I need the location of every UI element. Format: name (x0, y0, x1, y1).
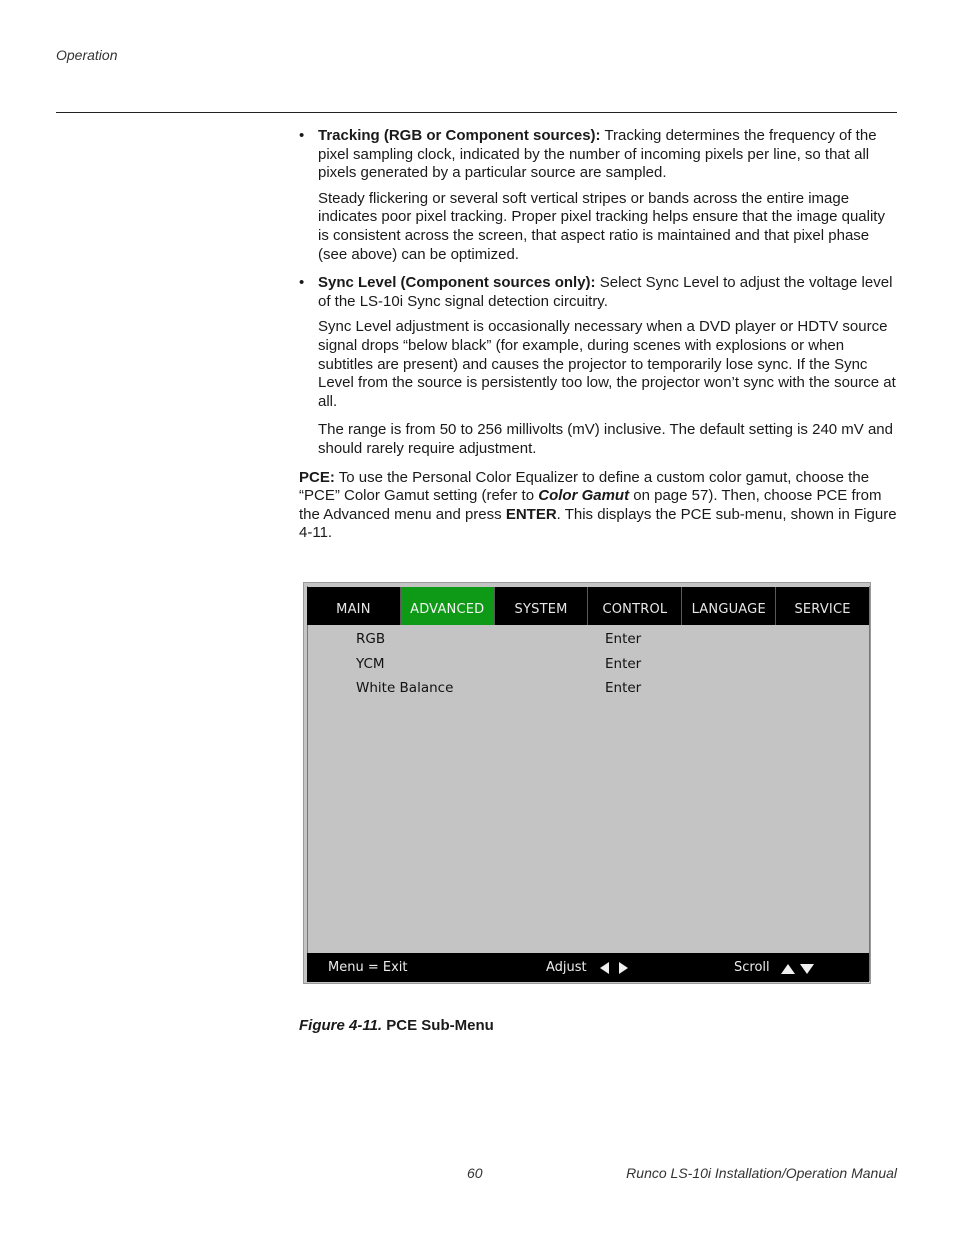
paragraph: The range is from 50 to 256 millivolts (mV) inclusive. The default setting is 240 mV and should rarely require adjustment. (318, 421, 893, 457)
body-text (299, 127, 897, 543)
running-header: Operation (56, 47, 118, 63)
bullet-text: Select Sync Level to adjust the voltage level of the LS-10i Sync signal detection circuitry. (318, 274, 893, 310)
menu-item-value: Enter (605, 680, 642, 696)
menu-item-label: RGB (356, 631, 386, 647)
osd-tab-bar (307, 587, 869, 625)
bullet-dot: • (299, 127, 305, 144)
figure-number: Figure 4-11. (299, 1017, 383, 1034)
adjust-hint: Adjust (546, 960, 587, 975)
pce-submenu-screenshot (303, 582, 871, 984)
figure-title: PCE Sub-Menu (386, 1017, 494, 1034)
menu-item-value: Enter (605, 656, 642, 672)
pce-text: To use the Personal Color Equalizer to define a custom color gamut, choose the “PCE” Color Gamut setting (refer to (299, 468, 870, 505)
pce-term: PCE: (299, 468, 335, 486)
menu-item-white-balance[interactable] (356, 680, 836, 700)
figure-caption (299, 1017, 494, 1034)
page-number: 60 (467, 1165, 483, 1181)
tab-system[interactable]: SYSTEM (495, 587, 589, 625)
bullet-term: Sync Level (Component sources only): (318, 274, 596, 292)
menu-item-rgb[interactable] (356, 631, 836, 651)
pce-text: . This displays the PCE sub-menu, shown in Figure 4-11. (299, 505, 897, 542)
manual-title: Runco LS-10i Installation/Operation Manual (626, 1165, 897, 1181)
tab-advanced[interactable]: ADVANCED (401, 587, 495, 625)
scroll-hint: Scroll (734, 960, 770, 975)
bullet-dot: • (299, 274, 305, 292)
tab-service[interactable]: SERVICE (794, 601, 851, 617)
left-arrow-icon (600, 960, 609, 975)
right-arrow-icon (619, 960, 628, 975)
paragraph: Steady flickering or several soft vertical stripes or bands across the entire image indicates poor pixel tracking. Proper pixel tracking helps ensure that the image quality is consistent across the screen, that aspect ratio is maintained and that pixel phase (see above) can be optimized. (318, 189, 885, 263)
osd-help-bar (307, 953, 869, 982)
pce-paragraph (299, 469, 897, 543)
paragraph: Sync Level adjustment is occasionally necessary when a DVD player or HDTV source signal drops “below black” (for example, during scenes with explosions or when subtitles are present) and causes the projector to temporarily lose sync. If the Sync Level from the source is persistently too low, the projector won’t sync with the source at all. (318, 318, 896, 410)
menu-item-label: YCM (356, 656, 385, 672)
bullet-tracking (299, 127, 897, 183)
menu-item-label: White Balance (356, 680, 454, 696)
menu-exit-hint: Menu = Exit (328, 960, 408, 975)
down-arrow-icon (800, 961, 814, 976)
tab-control[interactable]: CONTROL (588, 587, 682, 625)
bullet-sync-level (299, 274, 897, 311)
bullet-text: Tracking determines the frequency of the pixel sampling clock, indicated by the number of incoming pixels per line, so that all pixels generated by a particular source are sampled. (318, 127, 877, 182)
pce-text: on page 57). Then, choose PCE from the Advanced menu and press (299, 487, 882, 523)
tab-language[interactable]: LANGUAGE (682, 587, 776, 625)
enter-key: ENTER (505, 505, 557, 523)
menu-item-value: Enter (605, 631, 642, 647)
bullet-term: Tracking (RGB or Component sources): (318, 127, 601, 144)
tab-main[interactable]: MAIN (307, 587, 401, 625)
color-gamut-link[interactable]: Color Gamut (538, 487, 630, 505)
header-divider (56, 112, 897, 113)
up-arrow-icon (781, 961, 795, 976)
menu-item-ycm[interactable] (356, 656, 836, 676)
